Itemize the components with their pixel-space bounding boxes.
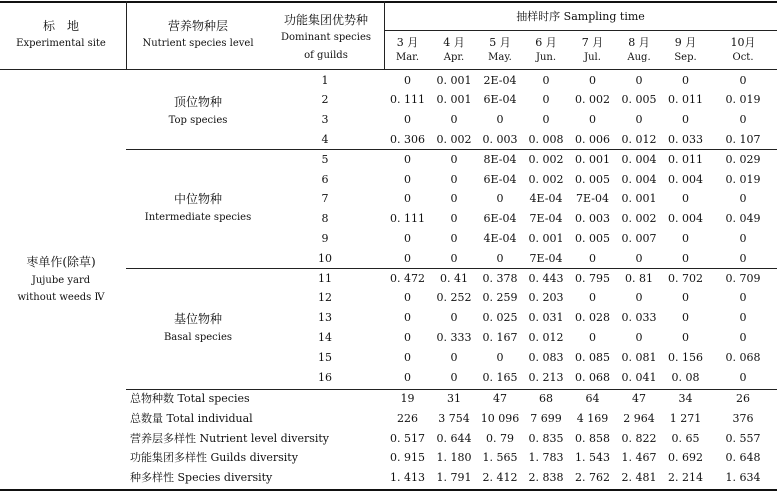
guild-number: 6 (321, 173, 329, 186)
month-header-cn: 9 月 (674, 36, 697, 49)
table-cell: 2E-04 (483, 74, 517, 87)
table-cell: 0. 08 (671, 371, 700, 384)
table-cell: 0. 005 (621, 93, 657, 106)
table-cell: 0. 004 (668, 173, 703, 186)
table-cell: 0. 008 (528, 133, 564, 146)
table-cell: 0 (450, 232, 458, 245)
table-cell: 0. 709 (725, 272, 761, 285)
summary-cell: 376 (732, 412, 754, 425)
group-rule-1 (126, 149, 777, 150)
table-cell: 0. 702 (668, 272, 703, 285)
table-cell: 0 (635, 331, 643, 344)
summary-cell: 0. 65 (671, 432, 700, 445)
table-cell: 0. 001 (575, 153, 610, 166)
table-cell: 0 (739, 232, 747, 245)
top-rule (0, 1, 777, 3)
summary-cell: 0. 557 (725, 432, 761, 445)
summary-cell: 1. 783 (528, 451, 564, 464)
table-cell: 0. 167 (482, 331, 518, 344)
table-cell: 0 (682, 74, 689, 87)
summary-cell: 2. 838 (528, 471, 564, 484)
table-cell: 0. 002 (436, 133, 472, 146)
table-cell: 0. 068 (725, 351, 761, 364)
table-cell: 0. 003 (482, 133, 518, 146)
table-cell: 0 (589, 252, 596, 265)
summary-cell: 68 (539, 392, 553, 405)
table-cell: 0 (589, 331, 596, 344)
table-cell: 0 (404, 113, 411, 126)
table-cell: 0 (589, 74, 596, 87)
table-cell: 0 (682, 291, 689, 304)
level-top-en: Top species (168, 115, 228, 126)
summary-cell: 1. 634 (725, 471, 761, 484)
level-intermediate-cn: 中位物种 (173, 192, 222, 206)
table-cell: 0 (739, 113, 747, 126)
summary-cell: 0. 915 (390, 451, 425, 464)
guild-number: 5 (321, 153, 329, 166)
summary-cell: 2. 412 (482, 471, 518, 484)
level-top-cn: 顶位物种 (173, 95, 222, 109)
table-cell: 0 (682, 331, 689, 344)
summary-cell: 1. 467 (621, 451, 657, 464)
summary-cell: 31 (447, 392, 461, 405)
guild-number: 7 (321, 192, 329, 205)
month-header-cn: 8 月 (628, 36, 650, 49)
summary-label: 营养层多样性 Nutrient level diversity (130, 432, 330, 445)
table-cell: 0. 031 (528, 311, 564, 324)
table-cell: 0 (404, 291, 411, 304)
table-cell: 0 (404, 74, 411, 87)
table-cell: 0 (450, 113, 458, 126)
header-site-en: Experimental site (16, 38, 106, 49)
table-cell: 0. 795 (575, 272, 610, 285)
summary-label: 总物种数 Total species (130, 392, 250, 405)
month-header-en: Mar. (395, 52, 420, 63)
table-cell: 0 (404, 153, 411, 166)
summary-cell: 2. 762 (575, 471, 610, 484)
table-cell: 0 (682, 311, 689, 324)
month-header-en: Oct. (732, 52, 754, 63)
table-cell: 0 (739, 291, 747, 304)
summary-cell: 0. 648 (725, 451, 761, 464)
guild-number: 3 (321, 113, 329, 126)
table-cell: 0. 029 (725, 153, 761, 166)
sampling-rule (384, 30, 777, 31)
table-cell: 0. 378 (482, 272, 518, 285)
table-cell: 6E-04 (483, 212, 517, 225)
table-cell: 0. 252 (436, 291, 472, 304)
table-cell: 0. 165 (482, 371, 518, 384)
guild-number: 14 (318, 331, 332, 344)
table-cell: 0 (542, 74, 550, 87)
table-cell: 0. 41 (440, 272, 468, 285)
table-cell: 8E-04 (483, 153, 517, 166)
table-cell: 0 (450, 371, 458, 384)
table-cell: 0. 019 (725, 93, 761, 106)
table-cell: 0. 81 (625, 272, 653, 285)
summary-label: 种多样性 Species diversity (130, 471, 273, 484)
table-cell: 0. 007 (621, 232, 657, 245)
table-cell: 0 (635, 113, 643, 126)
guild-number: 1 (321, 74, 329, 87)
table-cell: 0 (404, 331, 411, 344)
table-cell: 0. 002 (621, 212, 657, 225)
table-cell: 0 (450, 192, 458, 205)
table-cell: 0. 033 (668, 133, 703, 146)
table-cell: 0. 002 (575, 93, 610, 106)
level-basal-cn: 基位物种 (173, 312, 222, 326)
month-header-cn: 3 月 (396, 36, 419, 49)
table-cell: 0 (589, 291, 596, 304)
summary-cell: 0. 79 (486, 432, 514, 445)
table-cell: 0. 472 (390, 272, 425, 285)
summary-cell: 19 (400, 392, 415, 405)
table-cell: 0. 012 (621, 133, 657, 146)
table-cell: 0 (450, 212, 458, 225)
month-header-cn: 10月 (730, 36, 756, 49)
table-cell: 0 (404, 192, 411, 205)
summary-cell: 0. 822 (621, 432, 657, 445)
table-cell: 0. 004 (621, 173, 657, 186)
table-cell: 0. 002 (528, 153, 564, 166)
guild-number: 16 (318, 371, 332, 384)
table-cell: 0 (682, 252, 689, 265)
table-cell: 0. 011 (668, 153, 703, 166)
table-cell: 0. 443 (528, 272, 564, 285)
table-cell: 0. 019 (725, 173, 761, 186)
table-cell: 0 (739, 74, 747, 87)
month-header-en: Sep. (674, 52, 697, 63)
header-sampling: 抽样时序 Sampling time (516, 10, 645, 23)
table-cell: 0. 049 (725, 212, 761, 225)
summary-cell: 0. 692 (668, 451, 703, 464)
table-cell: 0. 005 (575, 173, 610, 186)
summary-cell: 34 (678, 392, 693, 405)
summary-cell: 1. 791 (436, 471, 472, 484)
summary-cell: 1. 180 (436, 451, 472, 464)
header-guild-cn: 功能集团优势种 (283, 13, 368, 27)
table-cell: 0 (450, 311, 458, 324)
summary-cell: 0. 835 (528, 432, 564, 445)
guild-number: 8 (321, 212, 329, 225)
table-cell: 0. 003 (575, 212, 610, 225)
table-cell: 7E-04 (576, 192, 609, 205)
table-cell: 7E-04 (529, 252, 563, 265)
month-header-en: Apr. (443, 52, 465, 63)
guild-number: 10 (318, 252, 332, 265)
header-guild-en2: of guilds (304, 50, 348, 61)
table-cell: 0. 028 (575, 311, 610, 324)
table-cell: 0. 081 (621, 351, 657, 364)
month-header-cn: 7 月 (581, 36, 604, 49)
table-cell: 0. 011 (668, 93, 703, 106)
header-level-en: Nutrient species level (142, 38, 254, 49)
month-header-cn: 6 月 (535, 36, 557, 49)
table-cell: 4E-04 (529, 192, 563, 205)
month-header-en: Jun. (535, 52, 557, 63)
table-cell: 0. 156 (668, 351, 703, 364)
group-rule-2 (126, 268, 777, 269)
table-cell: 0. 012 (528, 331, 564, 344)
table-cell: 0. 107 (725, 133, 761, 146)
guild-number: 2 (321, 93, 329, 106)
summary-cell: 2. 214 (668, 471, 703, 484)
bottom-rule (0, 489, 777, 491)
table-cell: 0. 001 (436, 93, 472, 106)
header-level-cn: 营养物种层 (167, 19, 228, 33)
guild-number: 11 (318, 272, 332, 285)
level-basal-en: Basal species (163, 332, 233, 343)
summary-cell: 10 096 (480, 412, 520, 425)
table-cell: 6E-04 (483, 173, 517, 186)
month-header-en: Aug. (627, 52, 651, 63)
table-cell: 0. 001 (528, 232, 564, 245)
summary-cell: 7 699 (530, 412, 562, 425)
guild-number: 13 (318, 311, 332, 324)
table-cell: 0 (496, 192, 504, 205)
table-cell: 0 (450, 252, 458, 265)
table-cell: 4E-04 (483, 232, 517, 245)
header-divider-1 (126, 1, 127, 69)
table-cell: 0. 004 (668, 212, 703, 225)
table-cell: 0. 111 (390, 93, 425, 106)
summary-cell: 2 964 (623, 412, 655, 425)
month-header-cn: 4 月 (443, 36, 465, 49)
summary-cell: 1. 413 (390, 471, 425, 484)
summary-cell: 26 (736, 392, 750, 405)
table-cell: 0. 001 (621, 192, 657, 205)
level-intermediate-en: Intermediate species (144, 212, 252, 223)
table-cell: 0 (496, 113, 504, 126)
guild-number: 12 (318, 291, 332, 304)
table-cell: 0 (404, 232, 411, 245)
table-cell: 0 (450, 351, 458, 364)
summary-cell: 226 (397, 412, 418, 425)
month-header-en: Jul. (584, 52, 601, 63)
header-guild-en1: Dominant species (280, 32, 372, 43)
guild-number: 4 (321, 133, 329, 146)
site-cn: 枣单作(除草) (26, 255, 96, 269)
table-cell: 0. 004 (621, 153, 657, 166)
summary-cell: 3 754 (438, 412, 470, 425)
table-cell: 0 (496, 351, 504, 364)
header-site-cn: 标 地 (42, 19, 79, 33)
summary-cell: 0. 858 (575, 432, 610, 445)
table-cell: 0. 033 (621, 311, 657, 324)
table-cell: 0. 333 (436, 331, 472, 344)
site-en1: Jujube yard (31, 275, 91, 286)
summary-cell: 4 169 (576, 412, 609, 425)
table-cell: 0 (542, 113, 550, 126)
table-cell: 0 (404, 311, 411, 324)
table-cell: 0 (404, 351, 411, 364)
month-header-en: May. (488, 52, 512, 63)
table-cell: 0. 001 (436, 74, 472, 87)
table-cell: 0. 041 (621, 371, 657, 384)
table-cell: 0 (682, 232, 689, 245)
table-cell: 0. 002 (528, 173, 564, 186)
table-cell: 0 (739, 371, 747, 384)
header-rule (0, 69, 777, 70)
table-cell: 0. 213 (528, 371, 564, 384)
table-cell: 6E-04 (483, 93, 517, 106)
table-cell: 0 (404, 371, 411, 384)
summary-label: 总数量 Total individual (130, 412, 253, 425)
summary-cell: 0. 517 (390, 432, 425, 445)
table-cell: 0. 085 (575, 351, 610, 364)
summary-cell: 1. 543 (575, 451, 610, 464)
summary-cell: 64 (585, 392, 600, 405)
table-cell: 0 (542, 93, 550, 106)
summary-label: 功能集团多样性 Guilds diversity (130, 451, 298, 464)
table-cell: 0 (635, 252, 643, 265)
table-cell: 0 (739, 252, 747, 265)
table-cell: 0 (739, 331, 747, 344)
summary-cell: 1. 565 (482, 451, 518, 464)
table-cell: 0 (739, 192, 747, 205)
table-cell: 0. 111 (390, 212, 425, 225)
table-cell: 0. 203 (528, 291, 564, 304)
table-cell: 0. 068 (575, 371, 610, 384)
table-cell: 0 (404, 252, 411, 265)
table-cell: 7E-04 (529, 212, 563, 225)
group-rule-3 (126, 389, 777, 390)
table-cell: 0 (450, 153, 458, 166)
summary-cell: 0. 644 (436, 432, 472, 445)
table-cell: 0. 083 (528, 351, 564, 364)
table-cell: 0. 005 (575, 232, 610, 245)
table-cell: 0 (589, 113, 596, 126)
table-cell: 0 (635, 291, 643, 304)
summary-cell: 47 (632, 392, 646, 405)
table-cell: 0. 306 (390, 133, 425, 146)
summary-cell: 1 271 (669, 412, 702, 425)
table-cell: 0. 259 (482, 291, 518, 304)
table-cell: 0 (450, 173, 458, 186)
summary-cell: 2. 481 (621, 471, 657, 484)
site-en2: without weeds Ⅳ (17, 292, 105, 303)
table-cell: 0 (496, 252, 504, 265)
table-cell: 0 (682, 113, 689, 126)
guild-number: 15 (318, 351, 332, 364)
guild-number: 9 (321, 232, 329, 245)
table-cell: 0 (404, 173, 411, 186)
month-header-cn: 5 月 (489, 36, 511, 49)
table-cell: 0 (635, 74, 643, 87)
summary-cell: 47 (493, 392, 507, 405)
table-cell: 0 (739, 311, 747, 324)
table-cell: 0 (682, 192, 689, 205)
table-cell: 0. 006 (575, 133, 610, 146)
table-cell: 0. 025 (482, 311, 518, 324)
